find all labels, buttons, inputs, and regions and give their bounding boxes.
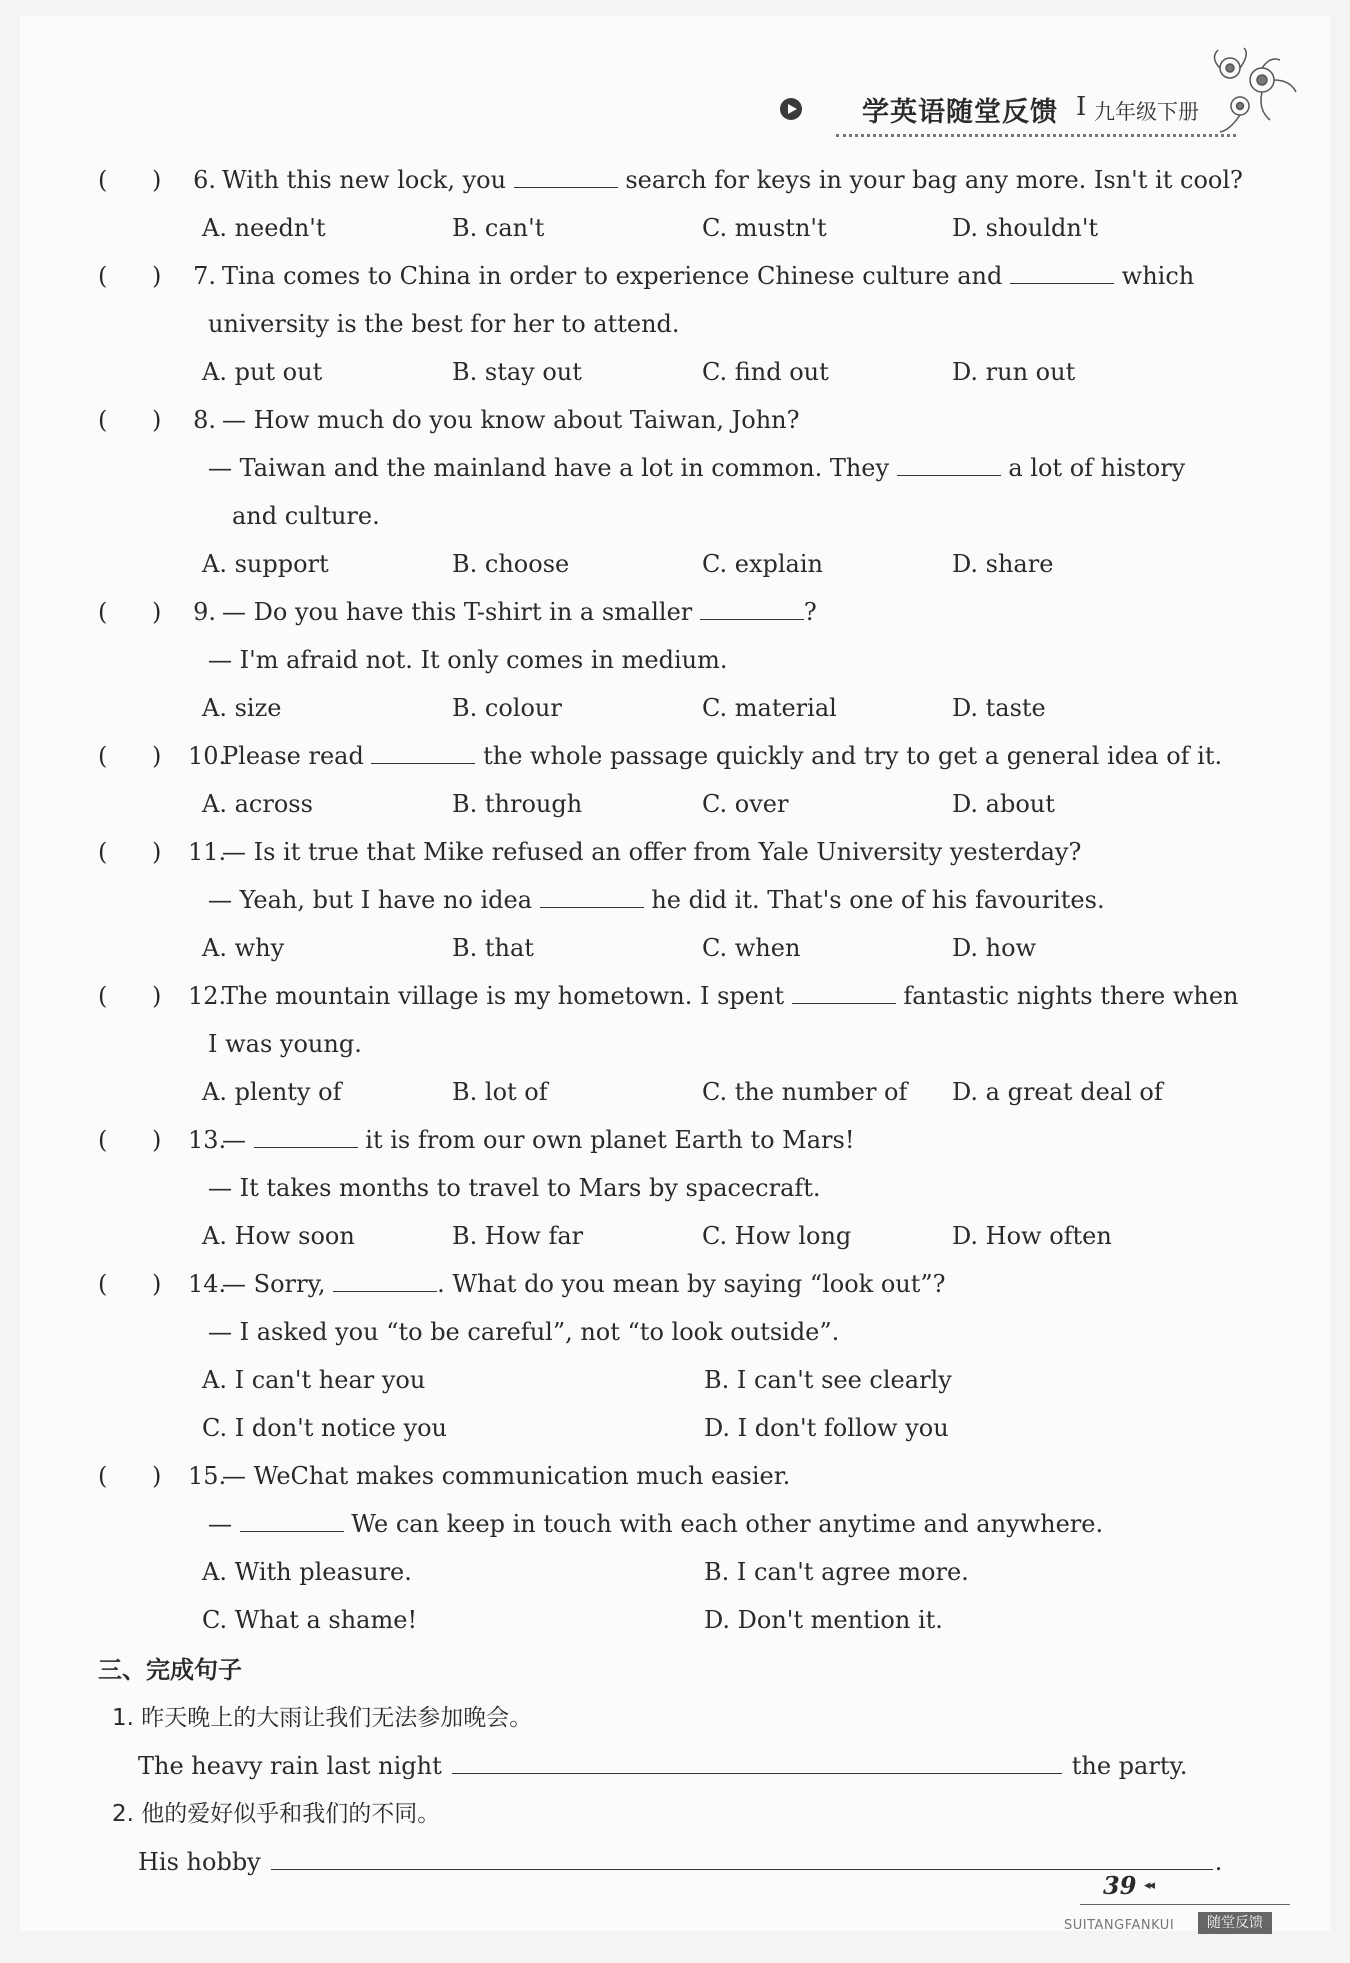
options [98, 684, 1278, 732]
options [98, 1404, 1278, 1452]
options [98, 780, 1278, 828]
option-a[interactable]: A. plenty of [202, 1078, 342, 1106]
answer-bracket[interactable]: ( ) [98, 598, 162, 626]
option-d[interactable]: D. run out [952, 358, 1076, 386]
question-text: — Do you have this T-shirt in a smaller ? [222, 598, 817, 626]
answer-blank[interactable] [700, 599, 804, 620]
answer-bracket[interactable]: ( ) [98, 1270, 162, 1298]
option-a[interactable]: A. put out [202, 358, 323, 386]
option-a[interactable]: A. With pleasure. [202, 1558, 412, 1586]
chinese-prompt: 2. 他的爱好似乎和我们的不同。 [112, 1801, 441, 1827]
question-text: — Sorry, . What do you mean by saying “look out”? [222, 1270, 946, 1298]
option-b[interactable]: B. stay out [452, 358, 582, 386]
question-text-continued: and culture. [232, 502, 380, 530]
question-11 [98, 828, 1278, 972]
answer-bracket[interactable]: ( ) [98, 406, 162, 434]
question-text: Please read the whole passage quickly and try to get a general idea of it. [222, 742, 1223, 770]
options [98, 204, 1278, 252]
option-c[interactable]: C. find out [702, 358, 829, 386]
answer-blank[interactable] [1010, 263, 1114, 284]
options [98, 1596, 1278, 1644]
option-c[interactable]: C. material [702, 694, 837, 722]
answer-blank[interactable] [792, 983, 896, 1004]
answer-blank[interactable] [333, 1271, 437, 1292]
header-dotted-rule [836, 134, 1236, 137]
option-d[interactable]: D. shouldn't [952, 214, 1099, 242]
arrow-left-icon: ◂◂ [1144, 1878, 1154, 1893]
option-c[interactable]: C. the number of [702, 1078, 908, 1106]
option-d[interactable]: D. how [952, 934, 1037, 962]
question-number: 9. [193, 598, 216, 626]
option-d[interactable]: D. taste [952, 694, 1046, 722]
answer-bracket[interactable]: ( ) [98, 982, 162, 1010]
question-text: The mountain village is my hometown. I spent fantastic nights there when [222, 982, 1239, 1010]
question-14 [98, 1260, 1278, 1452]
sentence-line: His hobby . [138, 1848, 1223, 1876]
chinese-prompt: 1. 昨天晚上的大雨让我们无法参加晚会。 [112, 1705, 533, 1731]
option-c[interactable]: C. explain [702, 550, 823, 578]
option-d[interactable]: D. How often [952, 1222, 1112, 1250]
question-8 [98, 396, 1278, 588]
question-number: 7. [193, 262, 216, 290]
question-7 [98, 252, 1278, 396]
option-b[interactable]: B. How far [452, 1222, 584, 1250]
options [98, 1356, 1278, 1404]
option-a[interactable]: A. support [202, 550, 329, 578]
question-text: With this new lock, you search for keys in your bag any more. Isn't it cool? [222, 166, 1243, 194]
option-b[interactable]: B. through [452, 790, 583, 818]
question-text: — WeChat makes communication much easier. [222, 1462, 791, 1490]
question-number: 14. [188, 1270, 227, 1298]
question-text: — How much do you know about Taiwan, John? [222, 406, 800, 434]
answer-blank[interactable] [540, 887, 644, 908]
options [98, 348, 1278, 396]
page-number: 39 [1103, 1871, 1137, 1900]
question-text-continued: — Yeah, but I have no idea he did it. That's one of his favourites. [208, 886, 1105, 914]
question-10 [98, 732, 1278, 828]
question-text-continued: — I asked you “to be careful”, not “to look outside”. [208, 1318, 840, 1346]
question-number: 12. [188, 982, 227, 1010]
answer-bracket[interactable]: ( ) [98, 262, 162, 290]
play-bullet-icon [780, 98, 802, 120]
question-text-continued: I was young. [208, 1030, 362, 1058]
option-b[interactable]: B. colour [452, 694, 562, 722]
option-b[interactable]: B. that [452, 934, 534, 962]
option-b[interactable]: B. I can't see clearly [704, 1366, 952, 1394]
flower-decoration-icon [1200, 40, 1310, 140]
option-b[interactable]: B. I can't agree more. [704, 1558, 969, 1586]
answer-bracket[interactable]: ( ) [98, 1126, 162, 1154]
footer-rule [1080, 1904, 1290, 1905]
question-9 [98, 588, 1278, 732]
title-separator: I [1076, 92, 1087, 122]
option-c[interactable]: C. over [702, 790, 789, 818]
footer-pinyin: SUITANGFANKUI [1064, 1918, 1175, 1933]
book-title: 学英语随堂反馈 [862, 97, 1058, 128]
sentence-line: The heavy rain last night the party. [138, 1752, 1188, 1780]
options [98, 1068, 1278, 1116]
options [98, 1212, 1278, 1260]
sentence-item-1 [98, 1694, 1278, 1790]
option-a[interactable]: A. size [202, 694, 282, 722]
answer-bracket[interactable]: ( ) [98, 166, 162, 194]
answer-blank[interactable] [240, 1511, 344, 1532]
question-text: — it is from our own planet Earth to Mars! [222, 1126, 855, 1154]
question-text-continued: — We can keep in touch with each other anytime and anywhere. [208, 1510, 1104, 1538]
question-12 [98, 972, 1278, 1116]
question-text-continued: university is the best for her to attend. [208, 310, 680, 338]
answer-blank[interactable] [514, 167, 618, 188]
option-d[interactable]: D. a great deal of [952, 1078, 1163, 1106]
answer-bracket[interactable]: ( ) [98, 1462, 162, 1490]
question-number: 13. [188, 1126, 227, 1154]
question-number: 8. [193, 406, 216, 434]
option-d[interactable]: D. about [952, 790, 1055, 818]
answer-blank[interactable] [371, 743, 475, 764]
answer-blank[interactable] [452, 1751, 1062, 1774]
options [98, 540, 1278, 588]
answer-bracket[interactable]: ( ) [98, 742, 162, 770]
option-b[interactable]: B. can't [452, 214, 545, 242]
option-c[interactable]: C. when [702, 934, 801, 962]
question-13 [98, 1116, 1278, 1260]
answer-blank[interactable] [271, 1847, 1213, 1870]
question-text-continued: — It takes months to travel to Mars by spacecraft. [208, 1174, 821, 1202]
option-d[interactable]: D. share [952, 550, 1054, 578]
question-6 [98, 156, 1278, 252]
option-a[interactable]: A. needn't [202, 214, 326, 242]
options [98, 1548, 1278, 1596]
option-b[interactable]: B. choose [452, 550, 570, 578]
question-text: — Is it true that Mike refused an offer from Yale University yesterday? [222, 838, 1082, 866]
question-number: 10. [188, 742, 227, 770]
question-number: 6. [193, 166, 216, 194]
question-list [98, 156, 1278, 1886]
question-number: 11. [188, 838, 227, 866]
option-a[interactable]: A. How soon [202, 1222, 355, 1250]
option-d[interactable]: D. Don't mention it. [704, 1606, 943, 1634]
question-text-continued: — I'm afraid not. It only comes in medium. [208, 646, 728, 674]
option-c[interactable]: C. What a shame! [202, 1606, 418, 1634]
question-number: 15. [188, 1462, 227, 1490]
grade-label: 九年级下册 [1094, 100, 1199, 124]
sentence-item-2 [98, 1790, 1278, 1886]
question-text: Tina comes to China in order to experience Chinese culture and which [222, 262, 1195, 290]
answer-blank[interactable] [254, 1127, 358, 1148]
options [98, 924, 1278, 972]
question-15 [98, 1452, 1278, 1644]
option-a[interactable]: A. across [202, 790, 313, 818]
option-d[interactable]: D. I don't follow you [704, 1414, 949, 1442]
answer-bracket[interactable]: ( ) [98, 838, 162, 866]
option-b[interactable]: B. lot of [452, 1078, 548, 1106]
option-a[interactable]: A. I can't hear you [202, 1366, 426, 1394]
question-text-continued: — Taiwan and the mainland have a lot in common. They a lot of history [208, 454, 1186, 482]
worksheet-page [20, 16, 1330, 1931]
answer-blank[interactable] [897, 455, 1001, 476]
option-c[interactable]: C. mustn't [702, 214, 827, 242]
option-c[interactable]: C. How long [702, 1222, 852, 1250]
section-heading: 三、完成句子 [98, 1656, 242, 1684]
footer-badge: 随堂反馈 [1198, 1912, 1272, 1934]
option-a[interactable]: A. why [202, 934, 285, 962]
option-c[interactable]: C. I don't notice you [202, 1414, 447, 1442]
